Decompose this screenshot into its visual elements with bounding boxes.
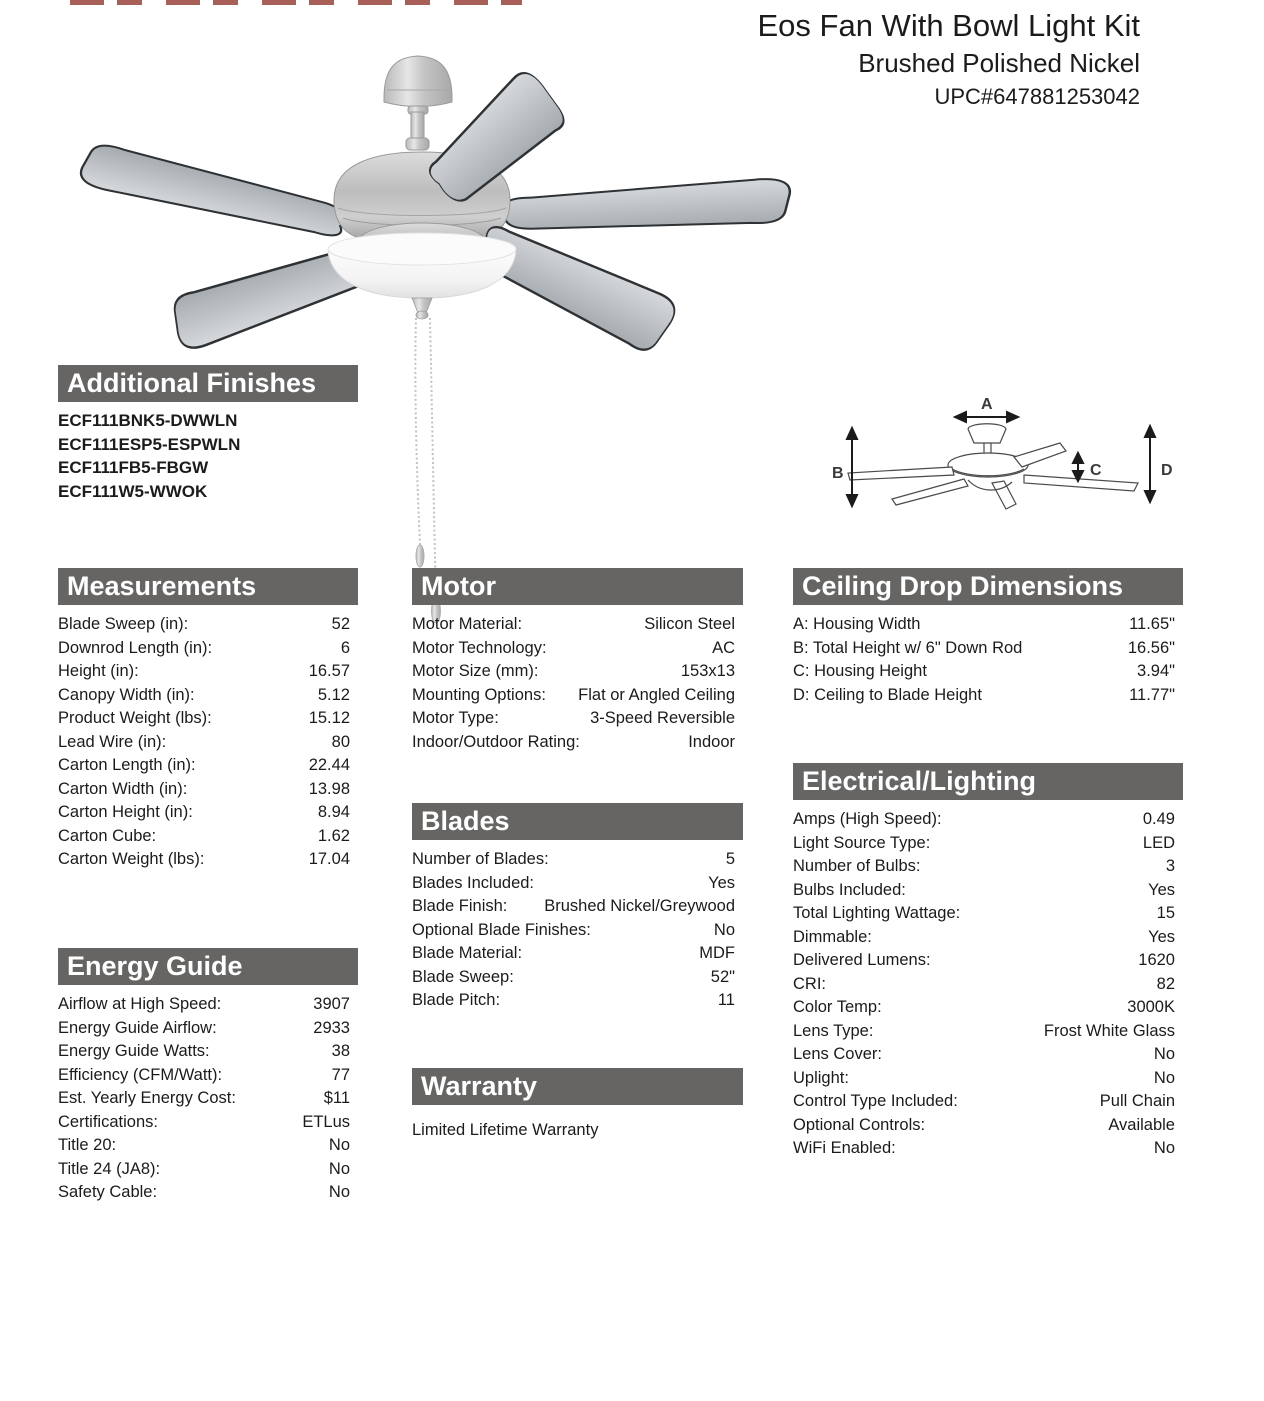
spec-value: $11 (323, 1089, 350, 1107)
spec-value: 3-Speed Reversible (590, 709, 735, 727)
spec-value: Silicon Steel (644, 615, 735, 633)
spec-row (412, 989, 743, 1013)
spec-row (412, 660, 743, 684)
spec-label: Title 24 (JA8): (58, 1159, 161, 1178)
spec-label: Motor Material: (412, 615, 523, 633)
spec-row (58, 660, 358, 684)
spec-row (58, 1040, 358, 1064)
spec-value: No (1153, 1139, 1175, 1157)
spec-label: Motor Technology: (412, 638, 547, 657)
spec-label: Carton Length (in): (58, 756, 196, 774)
spec-row (58, 684, 358, 708)
spec-label: Uplight: (793, 1068, 849, 1087)
spec-label: Lead Wire (in): (58, 732, 167, 751)
spec-value: ETLus (302, 1112, 350, 1131)
spec-label: Est. Yearly Energy Cost: (58, 1089, 236, 1107)
spec-label: D: Ceiling to Blade Height (793, 685, 982, 704)
spec-row (58, 1111, 358, 1135)
section-energy-guide (58, 948, 358, 1205)
spec-row (793, 808, 1183, 832)
spec-value: 11 (717, 991, 735, 1009)
dim-label-a: A (981, 396, 993, 413)
spec-label: Number of Blades: (412, 850, 549, 868)
spec-value: 80 (331, 732, 350, 751)
spec-row (412, 919, 743, 943)
product-title: Eos Fan With Bowl Light Kit (757, 8, 1140, 43)
spec-row (793, 1020, 1183, 1044)
spec-row (412, 895, 743, 919)
section-heading: Measurements (58, 568, 358, 605)
spec-value: 3.94" (1137, 662, 1175, 680)
spec-value: 82 (1156, 974, 1175, 993)
spec-label: Carton Height (in): (58, 803, 193, 821)
spec-label: Canopy Width (in): (58, 685, 195, 704)
section-heading: Energy Guide (58, 948, 358, 985)
spec-value: 16.56" (1127, 638, 1175, 657)
section-heading: Warranty (412, 1068, 743, 1105)
spec-label: WiFi Enabled: (793, 1139, 896, 1157)
spec-label: Certifications: (58, 1112, 158, 1131)
spec-value: Yes (1148, 880, 1175, 899)
section-heading: Motor (412, 568, 743, 605)
spec-label: Total Lighting Wattage: (793, 904, 961, 922)
section-additional-finishes (58, 365, 358, 503)
product-upc: UPC#647881253042 (934, 84, 1140, 109)
dim-label-c: C (1090, 462, 1102, 479)
pull-chain (415, 318, 420, 545)
pull-chain-fob (416, 545, 424, 567)
spec-label: Motor Type: (412, 709, 499, 727)
spec-label: Carton Weight (lbs): (58, 850, 205, 868)
spec-label: Dimmable: (793, 927, 872, 946)
spec-label: Blade Pitch: (412, 991, 501, 1009)
fan-blade (78, 141, 348, 245)
spec-row (58, 1134, 358, 1158)
spec-label: CRI: (793, 974, 826, 993)
section-measurements (58, 568, 358, 872)
dim-arrow-c (1073, 453, 1083, 481)
spec-row (793, 926, 1183, 950)
spec-value: No (1153, 1045, 1175, 1063)
spec-label: Delivered Lumens: (793, 951, 931, 969)
spec-value: 13.98 (308, 779, 350, 798)
spec-value: Yes (708, 873, 735, 892)
spec-label: Product Weight (lbs): (58, 709, 212, 727)
dim-label-b: B (832, 465, 844, 482)
spec-label: A: Housing Width (793, 615, 921, 633)
spec-label: Blade Sweep (in): (58, 615, 189, 633)
finish-item: ECF111FB5-FBGW (58, 458, 209, 477)
dimension-diagram (828, 383, 1192, 535)
spec-row (793, 1043, 1183, 1067)
spec-row (793, 1137, 1183, 1161)
spec-row (58, 778, 358, 802)
warranty-text: Limited Lifetime Warranty (412, 1121, 599, 1139)
spec-label: Color Temp: (793, 998, 882, 1016)
spec-value: AC (712, 638, 735, 657)
spec-row (793, 949, 1183, 973)
spec-row (58, 1158, 358, 1182)
spec-row (793, 832, 1183, 856)
spec-row (793, 879, 1183, 903)
spec-label: Energy Guide Watts: (58, 1042, 210, 1060)
dim-arrow-d (1145, 426, 1155, 502)
spec-value: 3000K (1127, 998, 1175, 1016)
spec-value: 5.12 (317, 685, 350, 704)
spec-value: Pull Chain (1099, 1092, 1175, 1110)
section-warranty (412, 1068, 743, 1140)
section-heading: Additional Finishes (58, 365, 358, 402)
finishes-list (58, 409, 358, 503)
spec-row (58, 613, 358, 637)
spec-label: Blade Material: (412, 944, 523, 962)
spec-row (793, 1067, 1183, 1091)
spec-value: Yes (1148, 927, 1175, 946)
spec-value: 2933 (313, 1018, 350, 1037)
spec-label: Lens Type: (793, 1021, 874, 1040)
section-motor (412, 568, 743, 754)
spec-row (58, 825, 358, 849)
spec-value: Frost White Glass (1043, 1021, 1175, 1040)
spec-label: Optional Blade Finishes: (412, 920, 591, 939)
spec-value: 15.12 (308, 709, 350, 727)
spec-row (58, 1064, 358, 1088)
spec-value: No (328, 1159, 350, 1178)
spec-row (793, 855, 1183, 879)
section-ceiling-drop-dimensions (793, 568, 1183, 707)
spec-row (58, 848, 358, 872)
spec-value: 38 (331, 1042, 350, 1060)
spec-row (58, 731, 358, 755)
spec-value: 153x13 (680, 662, 735, 680)
product-photo-ceiling-fan (60, 40, 810, 640)
spec-value: 52" (710, 967, 735, 986)
spec-row (58, 754, 358, 778)
spec-value: No (1153, 1068, 1175, 1087)
finish-item: ECF111BNK5-DWWLN (58, 411, 238, 430)
spec-label: Airflow at High Speed: (58, 995, 222, 1013)
spec-label: Downrod Length (in): (58, 638, 213, 657)
spec-row (412, 684, 743, 708)
spec-value: 0.49 (1142, 810, 1175, 828)
spec-row (58, 1017, 358, 1041)
product-finish: Brushed Polished Nickel (858, 48, 1140, 78)
finish-item: ECF111ESP5-ESPWLN (58, 434, 241, 454)
spec-value: 17.04 (308, 850, 350, 868)
spec-row (412, 848, 743, 872)
spec-label: Mounting Options: (412, 685, 546, 704)
section-heading: Ceiling Drop Dimensions (793, 568, 1183, 605)
spec-label: Safety Cable: (58, 1183, 158, 1201)
cropped-top-text-fragments (70, 0, 522, 5)
spec-row (412, 707, 743, 731)
spec-row (412, 613, 743, 637)
spec-value: 6 (340, 638, 350, 657)
spec-value: No (328, 1183, 350, 1201)
spec-value: Available (1108, 1115, 1175, 1134)
spec-value: 1.62 (317, 826, 350, 845)
spec-row (58, 637, 358, 661)
spec-row (412, 872, 743, 896)
section-electrical-lighting (793, 763, 1183, 1161)
spec-label: C: Housing Height (793, 662, 927, 680)
spec-value: MDF (699, 944, 735, 962)
spec-value: 15 (1156, 904, 1175, 922)
spec-label: Blades Included: (412, 873, 535, 892)
spec-value: 52 (331, 615, 350, 633)
spec-label: Blade Finish: (412, 897, 508, 915)
spec-row (412, 966, 743, 990)
spec-label: Bulbs Included: (793, 880, 906, 899)
spec-value: 22.44 (308, 756, 350, 774)
spec-value: 1620 (1138, 951, 1175, 969)
spec-row (58, 993, 358, 1017)
spec-row (793, 660, 1183, 684)
spec-row (58, 1087, 358, 1111)
spec-row (412, 637, 743, 661)
spec-label: Lens Cover: (793, 1045, 882, 1063)
spec-value: 8.94 (317, 803, 350, 821)
spec-row (412, 731, 743, 755)
spec-row (793, 684, 1183, 708)
spec-value: 11.77" (1129, 685, 1175, 704)
spec-row (793, 973, 1183, 997)
spec-label: Optional Controls: (793, 1115, 926, 1134)
spec-value: No (328, 1136, 350, 1154)
spec-label: Blade Sweep: (412, 967, 514, 986)
spec-value: 77 (331, 1065, 350, 1084)
spec-row (58, 1181, 358, 1205)
spec-row (412, 942, 743, 966)
section-heading: Blades (412, 803, 743, 840)
spec-value: 3907 (313, 995, 350, 1013)
spec-row (793, 637, 1183, 661)
spec-value: 16.57 (308, 662, 350, 680)
finish-item: ECF111W5-WWOK (58, 481, 208, 501)
spec-label: Indoor/Outdoor Rating: (412, 732, 580, 751)
spec-row (793, 996, 1183, 1020)
spec-label: Title 20: (58, 1136, 117, 1154)
spec-value: No (713, 920, 735, 939)
spec-label: Motor Size (mm): (412, 662, 539, 680)
spec-value: Flat or Angled Ceiling (578, 685, 735, 704)
product-header (758, 6, 1141, 112)
spec-row (58, 801, 358, 825)
dim-arrow-a (955, 412, 1018, 422)
dim-label-d: D (1161, 462, 1173, 479)
spec-row (793, 613, 1183, 637)
spec-label: Efficiency (CFM/Watt): (58, 1065, 223, 1084)
fan-blade (504, 178, 791, 236)
spec-label: Number of Bulbs: (793, 857, 921, 875)
dim-arrow-b (847, 428, 857, 506)
fan-canopy (384, 56, 452, 107)
spec-label: Light Source Type: (793, 833, 931, 852)
spec-value: LED (1142, 833, 1175, 852)
fan-blade (470, 215, 680, 357)
spec-label: Height (in): (58, 662, 139, 680)
section-blades (412, 803, 743, 1013)
spec-row (58, 707, 358, 731)
spec-label: Carton Width (in): (58, 779, 188, 798)
spec-label: Carton Cube: (58, 826, 157, 845)
spec-value: Brushed Nickel/Greywood (544, 897, 735, 915)
spec-value: 3 (1165, 857, 1175, 875)
spec-row (793, 1114, 1183, 1138)
spec-label: B: Total Height w/ 6" Down Rod (793, 638, 1023, 657)
spec-row (793, 1090, 1183, 1114)
spec-value: Indoor (688, 732, 735, 751)
spec-label: Control Type Included: (793, 1092, 958, 1110)
spec-value: 5 (725, 850, 735, 868)
spec-label: Amps (High Speed): (793, 810, 942, 828)
spec-label: Energy Guide Airflow: (58, 1018, 217, 1037)
spec-value: 11.65" (1129, 615, 1175, 633)
pull-chain (430, 318, 436, 600)
section-heading: Electrical/Lighting (793, 763, 1183, 800)
spec-row (793, 902, 1183, 926)
